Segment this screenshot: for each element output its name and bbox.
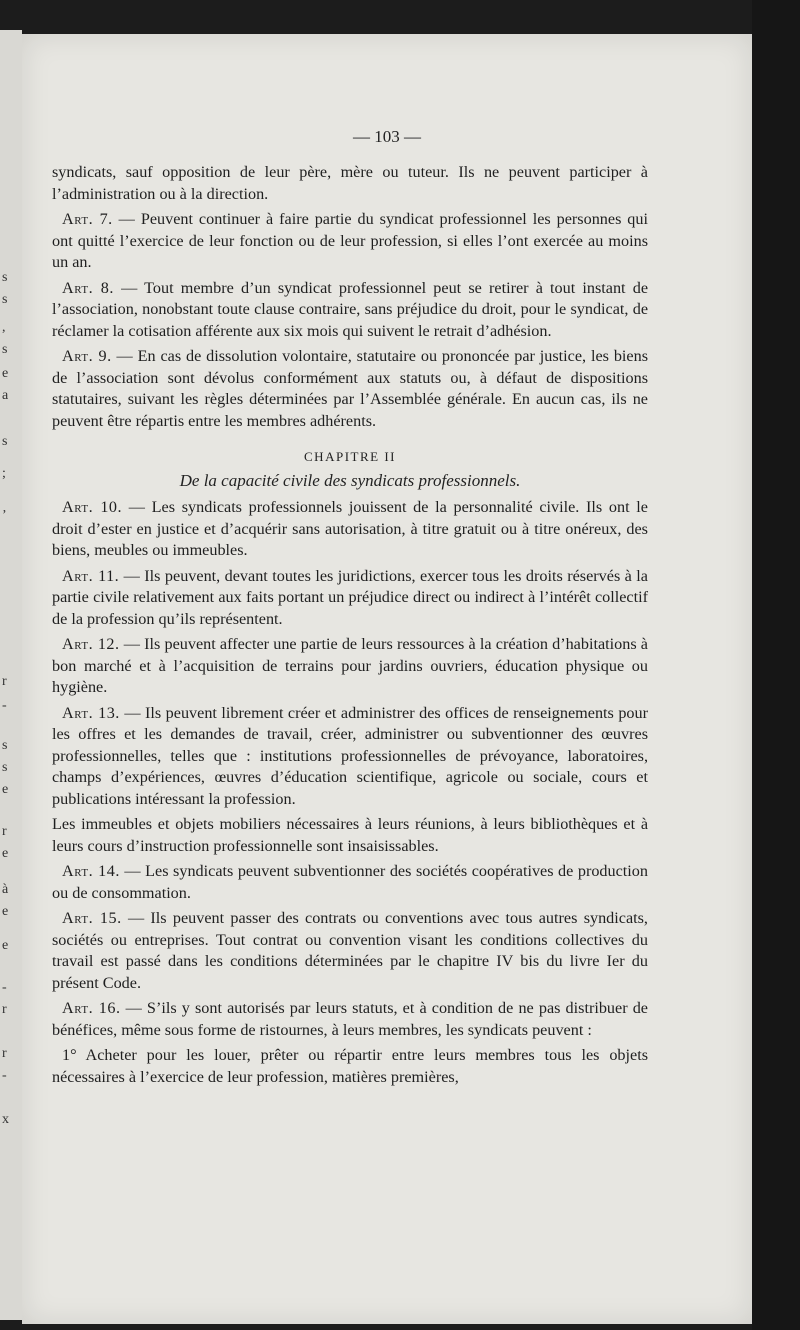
article-paragraph [52, 861, 648, 904]
article-label: Art. 8. [62, 278, 114, 297]
page-number: — 103 — [353, 127, 421, 146]
article-label: Art. 11. [62, 566, 120, 585]
article-label: Art. 13. [62, 703, 120, 722]
article-paragraph [52, 566, 648, 631]
scan-background [752, 0, 800, 1330]
paragraph-text: — Ils peuvent affecter une partie de leurs ressources à la création d’habitations à bon marché et à l’acquisition de terrains pour jardins ouvriers, éducation physique ou hygiène. [52, 635, 648, 696]
paragraph-text: — Ils peuvent, devant toutes les juridictions, exercer tous les droits réservés à la partie civile relativement aux faits portant un préjudice direct ou indirect à l’intérêt collectif de la profession qu’ils représentent. [52, 566, 648, 628]
margin-letter: e [2, 904, 9, 919]
paragraph-text: — Les syndicats peuvent subventionner des sociétés coopératives de production ou de consommation. [52, 862, 648, 902]
article-paragraph [52, 998, 648, 1041]
margin-letter: r [2, 1046, 7, 1061]
paragraph [52, 162, 648, 205]
article-paragraph [52, 278, 648, 343]
margin-letter: s [2, 760, 8, 775]
article-label: Art. 16. [62, 999, 121, 1017]
paragraph-text: — Ils peuvent librement créer et administrer des offices de renseignements pour les offres et les demandes de travail, créer, administrer ou subventionner des œuvres professionnelles, telles que : institutions professionnelles de prévoyance, laboratoires, champs d’expériences, œuvres d’éducation scientifique, agricole ou sociale, cours et publications intéressant la profession. [52, 703, 648, 808]
margin-letter: e [2, 846, 9, 861]
article-label: Art. 15. [62, 909, 122, 927]
margin-letter: a [2, 388, 9, 403]
paragraph-text: — Ils peuvent passer des contrats ou conventions avec tous autres syndicats, sociétés ou entreprises. Tout contrat ou convention visant les conditions collectives du travail est passé dans les conditions déterminées par le chapitre IV bis du livre Ier du présent Code. [52, 909, 648, 992]
margin-letter: - [2, 980, 7, 995]
margin-letter: s [2, 342, 8, 357]
article-label: Art. 12. [62, 635, 120, 653]
margin-letter: - [2, 1068, 7, 1083]
paragraph-text: — En cas de dissolution volontaire, statutaire ou prononcée par justice, les biens de l’association sont dévolus conformément aux statuts ou, à défaut de dispositions statutaires, suivant les règles déterminées par l’Assemblée générale. En aucun cas, ils ne peuvent être répartis entre les membres adhérents. [52, 347, 648, 430]
margin-letter: ’ [2, 508, 7, 523]
paragraph-text: syndicats, sauf opposition de leur père, mère ou tuteur. Ils ne peuvent participer à l’administration ou à la direction. [52, 163, 648, 203]
paragraph-text: Les immeubles et objets mobiliers nécessaires à leurs réunions, à leurs bibliothèques et à leurs cours d’instruction professionnelle sont insaisissables. [52, 815, 648, 855]
margin-letter: à [2, 882, 9, 897]
margin-letter: r [2, 824, 7, 839]
adjacent-page-edge [0, 30, 22, 1320]
article-label: Art. 7. [62, 210, 113, 228]
chapter-title: De la capacité civile des syndicats professionnels. [179, 470, 521, 490]
margin-letter: e [2, 366, 9, 381]
page-body [52, 162, 648, 1092]
paragraph-text: — Tout membre d’un syndicat professionnel peut se retirer à tout instant de l’association, nonobstant toute clause contraire, sans préjudice du droit, pour le syndicat, de réclamer la cotisation afférente aux six mois qui suivent le retrait d’adhésion. [52, 278, 649, 340]
chapter-label: CHAPITRE II [304, 449, 396, 464]
article-paragraph [52, 703, 648, 811]
margin-letter: s [2, 434, 8, 449]
article-paragraph [52, 634, 648, 699]
margin-letter: x [2, 1112, 9, 1127]
margin-letter: e [2, 782, 9, 797]
margin-letter: s [2, 270, 8, 285]
book-page [22, 34, 752, 1324]
margin-letter: - [2, 698, 7, 713]
margin-letter: s [2, 738, 8, 753]
paragraph [52, 814, 648, 857]
article-paragraph [52, 908, 648, 994]
margin-letter: s [2, 292, 8, 307]
article-label: Art. 9. [62, 347, 112, 365]
margin-letter: ; [2, 466, 6, 481]
article-paragraph [52, 346, 648, 432]
margin-letter: e [2, 938, 9, 953]
paragraph-text: — Peuvent continuer à faire partie du syndicat professionnel les personnes qui ont quitté l’exercice de leur fonction ou de leur profession, si elles l’ont exercée au moins un an. [52, 210, 648, 271]
margin-letter: , [2, 320, 6, 335]
article-paragraph [52, 497, 648, 562]
margin-letter: r [2, 1002, 7, 1017]
paragraph-text: 1° Acheter pour les louer, prêter ou répartir entre leurs membres tous les objets nécessaires à l’exercice de leur profession, matières premières, [52, 1046, 648, 1086]
article-paragraph [52, 209, 648, 274]
article-label: Art. 14. [62, 862, 120, 880]
article-label: Art. 10. [62, 498, 123, 516]
paragraph [52, 1045, 648, 1088]
paragraph-text: — S’ils y sont autorisés par leurs statuts, et à condition de ne pas distribuer de bénéfices, même sous forme de ristournes, à leurs membres, les syndicats peuvent : [52, 999, 648, 1039]
margin-letter: r [2, 674, 7, 689]
paragraph-text: — Les syndicats professionnels jouissent de la personnalité civile. Ils ont le droit d’ester en justice et d’acquérir sans autorisation, à titre gratuit ou à titre onéreux, des biens, meubles ou immeubles. [52, 498, 648, 559]
